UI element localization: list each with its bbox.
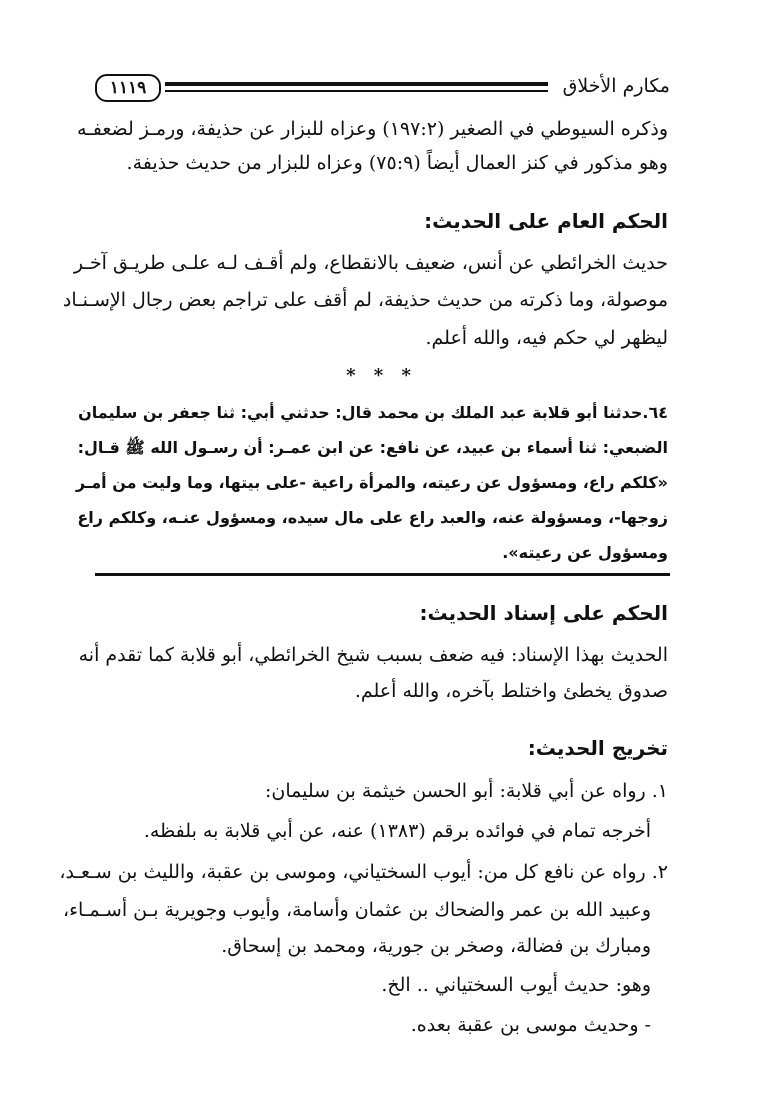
takhrij-heading: تخريج الحديث: <box>527 736 668 760</box>
takhrij-item-2-line-1: ٢. رواه عن نافع كل من: أيوب السختياني، وموسى بن عقبة، والليث بن سـعـد، <box>59 861 668 883</box>
hadith-line-1: ٦٤.حدثنا أبو قلابة عبد الملك بن محمد قال: حدثني أبي: ثنا جعفر بن سليمان <box>78 403 668 422</box>
takhrij-note-2: - وحديث موسى بن عقبة بعده. <box>410 1014 651 1036</box>
isnad-ruling-line-1: الحديث بهذا الإسناد: فيه ضعف بسبب شيخ الخرائطي، أبو قلابة كما تقدم أنه <box>78 644 668 666</box>
header-rule-thin <box>165 90 548 92</box>
takhrij-item-2-line-3: ومبارك بن فضالة، وصخر بن جورية، ومحمد بن إسحاق. <box>221 935 651 957</box>
hadith-line-4: زوجها-، ومسؤولة عنه، والعبد راع على مال سيده، ومسؤول عنـه، وكلكم راع <box>77 508 668 527</box>
section-divider <box>95 573 670 576</box>
isnad-ruling-heading: الحكم على إسناد الحديث: <box>419 601 668 625</box>
intro-line-1: وذكره السيوطي في الصغير (١٩٧:٢) وعزاه للبزار عن حذيفة، ورمـز لضعفـه <box>76 118 668 140</box>
takhrij-note-1: وهو: حديث أيوب السختياني .. الخ. <box>381 974 651 996</box>
hadith-line-5: ومسؤول عن رعيته». <box>502 543 668 562</box>
hadith-line-2: الضبعي: ثنا أسماء بن عبيد، عن نافع: عن ابن عمـر: أن رسـول الله ﷺ قـال: <box>77 438 668 457</box>
takhrij-item-2-line-2: وعبيد الله بن عمر والضحاك بن عثمان وأسامة، وأيوب وجويرية بـن أسـمـاء، <box>62 899 651 921</box>
general-ruling-heading: الحكم العام على الحديث: <box>424 209 668 233</box>
general-ruling-line-2: موصولة، وما ذكرته من حديث حذيفة، لم أقف على تراجم بعض رجال الإسـنـاد <box>62 289 668 311</box>
intro-line-2: وهو مذكور في كنز العمال أيضاً (٧٥:٩) وعزاه للبزار من حديث حذيفة. <box>126 152 668 174</box>
running-title: مكارم الأخلاق <box>562 75 670 97</box>
section-separator: * * * <box>346 365 417 386</box>
general-ruling-line-3: ليظهر لي حكم فيه، والله أعلم. <box>425 327 668 349</box>
takhrij-item-1-detail: أخرجه تمام في فوائده برقم (١٣٨٣) عنه، عن أبي قلابة به بلفظه. <box>143 820 651 842</box>
hadith-line-3: «كلكم راع، ومسؤول عن رعيته، والمرأة راعية -على بيتها، وما وليت من أمـر <box>75 473 668 492</box>
isnad-ruling-line-2: صدوق يخطئ واختلط بآخره، والله أعلم. <box>354 680 668 702</box>
page-header <box>95 74 670 104</box>
takhrij-item-1: ١. رواه عن أبي قلابة: أبو الحسن خيثمة بن سليمان: <box>264 780 668 802</box>
header-rule-thick <box>165 82 548 86</box>
general-ruling-line-1: حديث الخرائطي عن أنس، ضعيف بالانقطاع، ولم أقـف لـه علـى طريـق آخـر <box>73 252 668 274</box>
page-number: ١١١٩ <box>95 74 161 102</box>
